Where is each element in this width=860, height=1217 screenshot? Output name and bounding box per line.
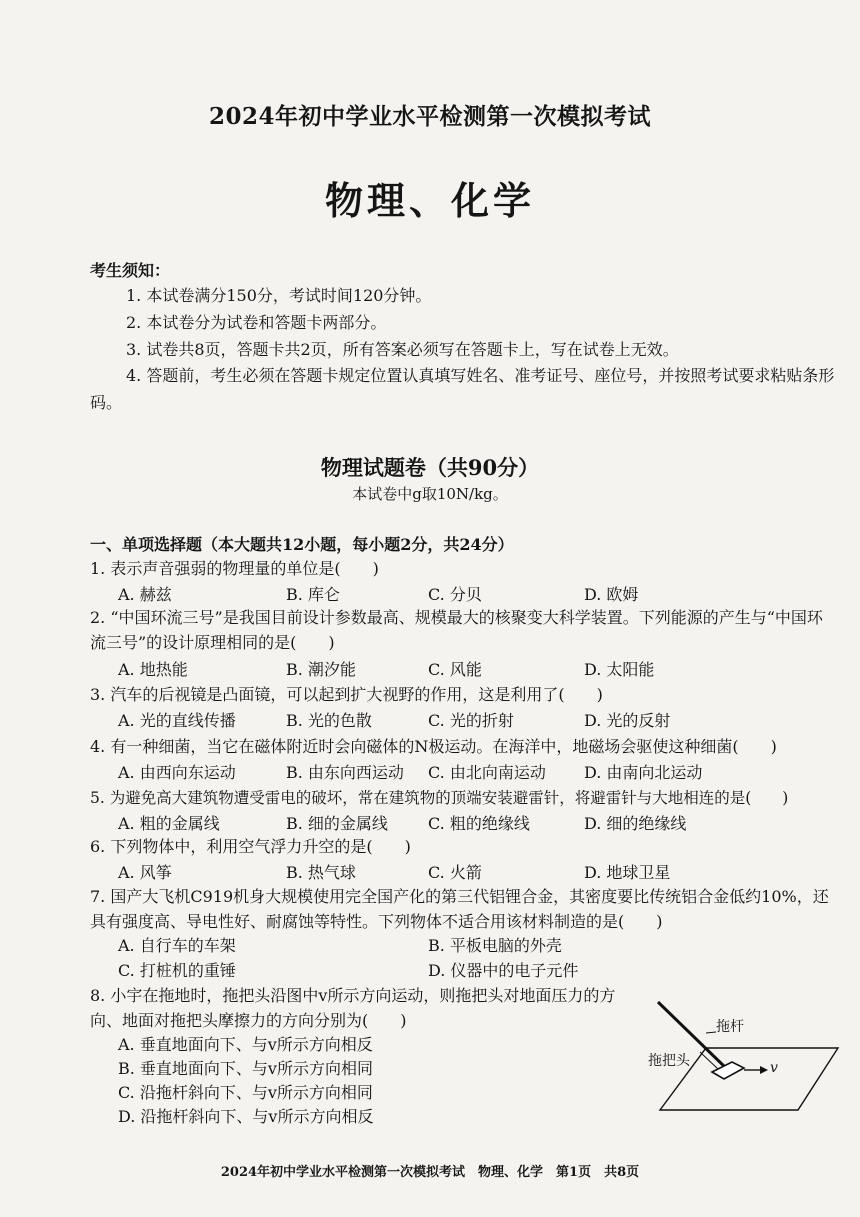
notice-heading: 考生须知： [90,261,171,280]
part-heading: 一、单项选择题（本大题共12小题，每小题2分，共24分） [90,535,514,554]
notice-item: 2. 本试卷分为试卷和答题卡两部分。 [126,313,387,332]
label-head: 拖把头 [648,1053,690,1069]
option-c: C. 分贝 [428,585,482,604]
option-c: C. 风能 [428,660,482,679]
option-a: A. 赫兹 [118,585,172,604]
option-c: C. 由北向南运动 [428,763,546,782]
option-b: B. 光的色散 [286,711,372,730]
option-d: D. 仪器中的电子元件 [428,961,579,980]
option-c: C. 打桩机的重锤 [118,961,236,980]
option-b: B. 由东向西运动 [286,763,404,782]
option-d: D. 光的反射 [584,711,671,730]
question-stem: 2. “中国环流三号”是我国目前设计参数最高、规模最大的核聚变大科学装置。下列能源的产生与“中国环流三号”的设计原理相同的是( ) [90,608,823,652]
exam-title: 2024年初中学业水平检测第一次模拟考试 [208,103,651,130]
question-stem: 7. 国产大飞机C919机身大规模使用完全国产化的第三代铝锂合金，其密度要比传统铝合金低约10%，还具有强度高、导电性好、耐腐蚀等特性。下列物体不适合用该材料制造的是( ) [90,887,829,931]
question-stem: 3. 汽车的后视镜是凸面镜，可以起到扩大视野的作用，这是利用了( ) [90,685,603,704]
question-stem: 4. 有一种细菌，当它在磁体附近时会向磁体的N极运动。在海洋中，地磁场会驱使这种细菌( ) [90,737,777,756]
option-c: C. 粗的绝缘线 [428,814,530,833]
section-note: 本试卷中g取10N/kg。 [352,485,508,503]
label-leader-head [700,1052,718,1069]
option-a: A. 风筝 [118,863,172,882]
option-c: C. 沿拖杆斜向下、与v所示方向相同 [118,1083,373,1102]
option-c: C. 光的折射 [428,711,514,730]
notice-item: 4. 答题前，考生必须在答题卡规定位置认真填写姓名、准考证号、座位号，并按照考试要求粘贴条形码。 [90,366,835,412]
label-leader-rod [706,1032,716,1033]
question-stem: 8. 小宇在拖地时，拖把头沿图中v所示方向运动，则拖把头对地面压力的方向、地面对拖把头摩擦力的方向分别为( ) [90,986,616,1030]
option-b: B. 细的金属线 [286,814,388,833]
option-a: A. 粗的金属线 [118,814,220,833]
option-b: B. 平板电脑的外壳 [428,936,562,955]
option-d: D. 太阳能 [584,660,655,679]
option-b: B. 热气球 [286,863,356,882]
velocity-arrowhead [760,1066,768,1074]
page-footer: 2024年初中学业水平检测第一次模拟考试 物理、化学 第1页 共8页 [220,1165,640,1180]
option-d: D. 沿拖杆斜向下、与v所示方向相反 [118,1107,374,1126]
mop-figure [640,1000,840,1115]
option-b: B. 库仑 [286,585,340,604]
option-a: A. 光的直线传播 [118,711,236,730]
option-a: A. 垂直地面向下、与v所示方向相反 [118,1035,373,1054]
option-b: B. 垂直地面向下、与v所示方向相同 [118,1059,373,1078]
option-d: D. 由南向北运动 [584,763,703,782]
question-stem: 1. 表示声音强弱的物理量的单位是( ) [90,559,379,578]
option-a: A. 地热能 [118,660,188,679]
notice-item: 1. 本试卷满分150分，考试时间120分钟。 [126,286,432,305]
mop-head [712,1062,744,1079]
notice-item: 3. 试卷共8页，答题卡共2页，所有答案必须写在答题卡上，写在试卷上无效。 [126,340,679,359]
question-stem: 5. 为避免高大建筑物遭受雷电的破坏，常在建筑物的顶端安装避雷针，将避雷针与大地相连的是( ) [90,789,789,807]
option-d: D. 地球卫星 [584,863,671,882]
option-d: D. 欧姆 [584,585,639,604]
question-stem: 6. 下列物体中，利用空气浮力升空的是( ) [90,837,411,856]
option-d: D. 细的绝缘线 [584,814,687,833]
label-rod: 拖杆 [716,1019,744,1035]
option-b: B. 潮汐能 [286,660,356,679]
option-a: A. 由西向东运动 [118,763,236,782]
section-title: 物理试题卷（共90分） [320,455,540,480]
option-a: A. 自行车的车架 [118,936,236,955]
option-c: C. 火箭 [428,863,482,882]
subject-title: 物理、化学 [324,178,535,223]
label-velocity: v [770,1060,778,1076]
